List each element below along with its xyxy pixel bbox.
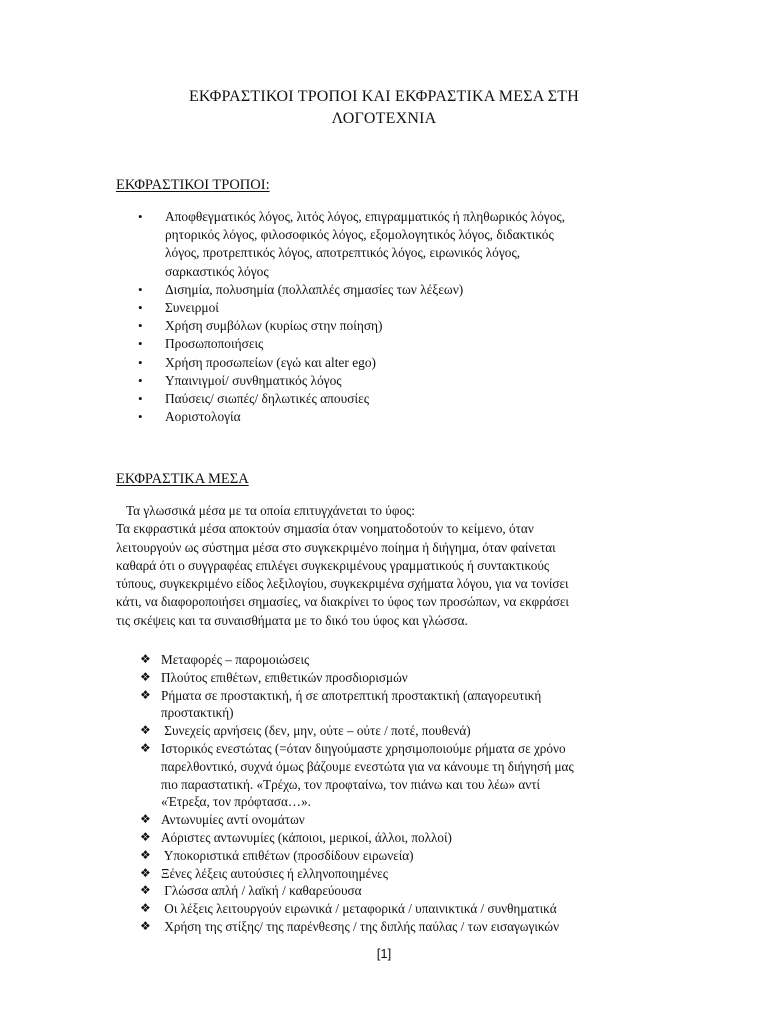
list-item-line: Ρήματα σε προστακτική, ή σε αποτρεπτική προστακτική (απαγορευτική: [161, 687, 542, 703]
list-item: [140, 829, 650, 847]
list-item-line: ρητορικός λόγος, φιλοσοφικός λόγος, εξομολογητικός λόγος, διδακτικός: [165, 227, 554, 243]
bullet-icon: •: [138, 391, 143, 407]
list-item-line: Δισημία, πολυσημία (πολλαπλές σημασίες των λέξεων): [165, 281, 464, 297]
bullet-icon: ❖: [140, 847, 151, 862]
bullet-icon: •: [138, 318, 143, 334]
list-item-line: Χρήση συμβόλων (κυρίως στην ποίηση): [165, 318, 383, 334]
list-item-line: Παύσεις/ σιωπές/ δηλωτικές απουσίες: [165, 391, 369, 407]
page-number: [1]: [376, 946, 392, 961]
bullet-icon: •: [138, 354, 143, 370]
list-item-line: Αοριστολογία: [165, 409, 241, 425]
title-line-1: ΕΚΦΡΑΣΤΙΚΟΙ ΤΡΟΠΟΙ ΚΑΙ ΕΚΦΡΑΣΤΙΚΑ ΜΕΣΑ ΣΤΗ: [188, 88, 580, 105]
list-item: [140, 882, 650, 900]
list-item-line: Προσωποποιήσεις: [165, 336, 264, 352]
bullet-icon: •: [138, 409, 143, 425]
list-item: [140, 865, 650, 883]
list-item: [140, 900, 650, 918]
expressive-means-list: [140, 651, 650, 936]
bullet-icon: ❖: [140, 865, 151, 880]
intro-line: τις σκέψεις και τα συναισθήματα με το δικό του ύφος και γλώσσα.: [116, 612, 468, 628]
list-item: [140, 740, 650, 811]
intro-line: τύπους, συγκεκριμένο είδος λεξιλογίου, συγκεκριμένα σχήματα λόγου, για να τονίσει: [116, 576, 569, 592]
list-item: [140, 722, 650, 740]
list-item-line: Οι λέξεις λειτουργούν ειρωνικά / μεταφορικά / υπαινικτικά / συνθηματικά: [161, 901, 557, 917]
section-heading-means: ΕΚΦΡΑΣΤΙΚΑ ΜΕΣΑ: [116, 471, 249, 487]
list-item: [138, 372, 658, 390]
list-item-line: Γλώσσα απλή / λαϊκή / καθαρεύουσα: [161, 883, 362, 899]
list-item: [138, 317, 658, 335]
bullet-icon: ❖: [140, 669, 151, 684]
list-item: [138, 354, 658, 372]
intro-line: λειτουργούν ως σύστημα μέσα στο συγκεκριμένο ποίημα ή διήγημα, όταν φαίνεται: [116, 539, 556, 555]
list-item-line: προστακτική): [161, 705, 234, 721]
bullet-icon: •: [138, 336, 143, 352]
list-item: [140, 811, 650, 829]
list-item: [140, 687, 650, 723]
bullet-icon: ❖: [140, 829, 151, 844]
list-item-line: «Έτρεξα, τον πρόφτασα…».: [161, 794, 311, 810]
bullet-icon: ❖: [140, 901, 151, 916]
list-item-line: Αποφθεγματικός λόγος, λιτός λόγος, επιγραμματικός ή πληθωρικός λόγος,: [165, 209, 566, 224]
list-item-line: Ιστορικός ενεστώτας (=όταν διηγούμαστε χρησιμοποιούμε ρήματα σε χρόνο: [161, 740, 566, 756]
bullet-icon: ❖: [140, 723, 151, 738]
list-item-line: Ξένες λέξεις αυτούσιες ή ελληνοποιημένες: [161, 865, 388, 881]
list-item: [138, 299, 658, 317]
list-item-line: Χρήση προσωπείων (εγώ και alter ego): [165, 354, 376, 370]
list-item: [140, 847, 650, 865]
bullet-icon: ❖: [140, 812, 151, 827]
intro-line: καθαρά ότι ο συγγραφέας επιλέγει συγκεκριμένους γραμματικούς ή συντακτικούς: [116, 557, 550, 573]
list-item-line: Συνεχείς αρνήσεις (δεν, μην, ούτε – ούτε / ποτέ, πουθενά): [161, 723, 471, 739]
list-item-line: Συνειρμοί: [165, 300, 219, 316]
intro-line: Τα εκφραστικά μέσα αποκτούν σημασία όταν νοηματοδοτούν το κείμενο, όταν: [116, 521, 534, 537]
section-heading-modes: ΕΚΦΡΑΣΤΙΚΟΙ ΤΡΟΠΟΙ:: [116, 177, 270, 193]
list-item-line: Υπαινιγμοί/ συνθηματικός λόγος: [165, 372, 342, 388]
bullet-icon: ❖: [140, 740, 151, 755]
list-item-line: Μεταφορές – παρομοιώσεις: [161, 652, 310, 667]
list-item: [138, 390, 658, 408]
bullet-icon: ❖: [140, 883, 151, 898]
list-item-line: λόγος, προτρεπτικός λόγος, αποτρεπτικός λόγος, ειρωνικός λόγος,: [165, 245, 521, 261]
list-item-line: Αντωνυμίες αντί ονομάτων: [161, 812, 305, 828]
list-item: [140, 651, 650, 669]
list-item: [138, 335, 658, 353]
list-item-line: Χρήση της στίξης/ της παρένθεσης / της διπλής παύλας / των εισαγωγικών: [161, 918, 560, 934]
list-item-line: Πλούτος επιθέτων, επιθετικών προσδιορισμών: [161, 669, 408, 685]
intro-line: κάτι, να διαφοροποιήσει σημασίες, να διακρίνει το ύφος των προσώπων, να εκφράσει: [116, 594, 569, 610]
list-item-line: παρελθοντικό, συχνά όμως βάζουμε ενεστώτα για να κάνουμε τη διήγησή μας: [161, 758, 574, 774]
page-title: [0, 86, 768, 130]
list-item: [140, 918, 650, 936]
bullet-icon: ❖: [140, 652, 151, 666]
title-line-2: ΛΟΓΟΤΕΧΝΙΑ: [331, 110, 437, 127]
list-item: [140, 669, 650, 687]
list-item-line: Αόριστες αντωνυμίες (κάποιοι, μερικοί, άλλοι, πολλοί): [161, 829, 452, 845]
list-item: [138, 208, 658, 281]
list-item: [138, 408, 658, 426]
intro-paragraph: [116, 502, 656, 630]
list-item-line: Υποκοριστικά επιθέτων (προσδίδουν ειρωνεία): [161, 847, 414, 863]
bullet-icon: ❖: [140, 687, 151, 702]
bullet-icon: •: [138, 372, 143, 388]
bullet-icon: •: [138, 300, 143, 316]
intro-line: Τα γλωσσικά μέσα με τα οποία επιτυγχάνεται το ύφος:: [126, 503, 415, 518]
list-item-line: σαρκαστικός λόγος: [165, 263, 269, 279]
bullet-icon: •: [138, 281, 143, 297]
expressive-modes-list: [138, 208, 658, 426]
bullet-icon: ❖: [140, 918, 151, 933]
list-item: [138, 281, 658, 299]
bullet-icon: •: [138, 209, 143, 224]
list-item-line: πιο παραστατική. «Τρέχω, τον προφταίνω, τον πιάνω και του λέω» αντί: [161, 776, 541, 792]
